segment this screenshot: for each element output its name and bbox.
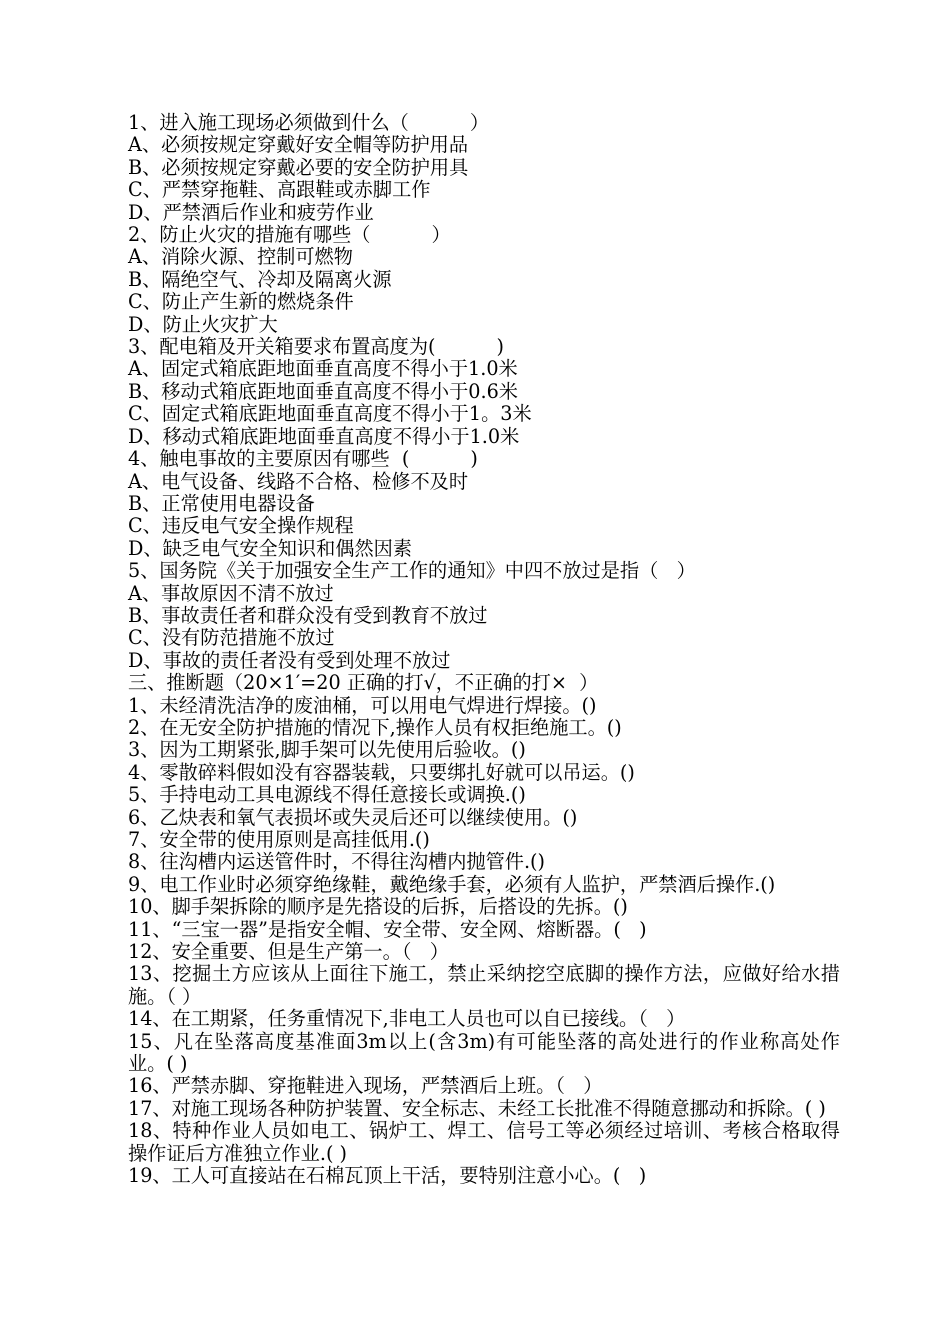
tf-item-19: 19、工人可直接站在石棉瓦顶上干活，要特别注意小心。( ) <box>128 1164 647 1188</box>
question-4-option-d: D、缺乏电气安全知识和偶然因素 <box>128 536 413 560</box>
question-3-option-c: C、固定式箱底距地面垂直高度不得小于1。3米 <box>128 402 532 426</box>
question-5-option-c: C、没有防范措施不放过 <box>128 626 335 650</box>
tf-item-1: 1、未经清洗洁净的废油桶，可以用电气焊进行焊接。() <box>128 693 597 717</box>
tf-item-17: 17、对施工现场各种防护装置、安全标志、未经工长批准不得随意挪动和拆除。( ) <box>128 1096 826 1120</box>
question-5: 5、国务院《关于加强安全生产工作的通知》中四不放过是指（ ） <box>128 559 696 583</box>
question-4-option-a: A、电气设备、线路不合格、检修不及时 <box>128 469 469 493</box>
question-4: 4、触电事故的主要原因有哪些 ( ) <box>128 447 478 471</box>
question-2-option-c: C、防止产生新的燃烧条件 <box>128 290 354 314</box>
section-3-heading: 三、推断题（20×1′=20 正确的打√，不正确的打× ） <box>128 671 599 695</box>
tf-item-18: 18、特种作业人员如电工、锅炉工、焊工、信号工等必须经过培训、考核合格取得操作证后方准独立作业.( ) <box>128 1119 840 1165</box>
question-3-option-b: B、移动式箱底距地面垂直高度不得小于0.6米 <box>128 379 518 403</box>
tf-item-3: 3、因为工期紧张,脚手架可以先使用后验收。() <box>128 738 526 762</box>
tf-item-14: 14、在工期紧，任务重情况下,非电工人员也可以自已接线。（ ） <box>128 1007 686 1031</box>
question-1-option-d: D、严禁酒后作业和疲劳作业 <box>128 200 374 224</box>
question-2-option-a: A、消除火源、控制可燃物 <box>128 245 353 269</box>
question-3-option-d: D、移动式箱底距地面垂直高度不得小于1.0米 <box>128 424 520 448</box>
tf-item-13: 13、挖掘土方应该从上面往下施工，禁止采纳挖空底脚的操作方法，应做好给水措施。（ ） <box>128 962 840 1008</box>
question-5-option-a: A、事故原因不清不放过 <box>128 581 334 605</box>
tf-item-6: 6、乙炔表和氧气表损坏或失灵后还可以继续使用。() <box>128 805 578 829</box>
tf-item-15: 15、凡在坠落高度基准面3m以上(含3m)有可能坠落的高处进行的作业称高处作业。( ) <box>128 1029 840 1076</box>
tf-item-8: 8、往沟槽内运送管件时，不得往沟槽内抛管件.() <box>128 850 546 874</box>
question-2-option-d: D、防止火灾扩大 <box>128 312 278 336</box>
question-2: 2、防止火灾的措施有哪些（ ） <box>128 223 451 247</box>
question-3: 3、配电箱及开关箱要求布置高度为( ) <box>128 335 504 359</box>
tf-item-12: 12、安全重要、但是生产第一。（ ） <box>128 940 449 964</box>
question-5-option-b: B、事故责任者和群众没有受到教育不放过 <box>128 603 488 627</box>
document-page <box>128 112 840 1188</box>
tf-item-5: 5、手持电动工具电源线不得任意接长或调换.() <box>128 783 526 807</box>
question-3-option-a: A、固定式箱底距地面垂直高度不得小于1.0米 <box>128 357 518 381</box>
tf-item-10: 10、脚手架拆除的顺序是先搭设的后拆，后搭设的先拆。() <box>128 895 628 919</box>
question-1-option-c: C、严禁穿拖鞋、高跟鞋或赤脚工作 <box>128 178 431 202</box>
tf-item-11: 11、“三宝一器”是指安全帽、安全带、安全网、熔断器。( ) <box>128 917 647 941</box>
question-1-option-b: B、必须按规定穿戴必要的安全防护用具 <box>128 155 469 179</box>
question-4-option-b: B、正常使用电器设备 <box>128 491 315 515</box>
tf-item-16: 16、严禁赤脚、穿拖鞋进入现场，严禁酒后上班。（ ） <box>128 1074 603 1098</box>
tf-item-7: 7、安全带的使用原则是高挂低用.() <box>128 828 430 851</box>
question-2-option-b: B、隔绝空气、冷却及隔离火源 <box>128 267 392 291</box>
question-4-option-c: C、违反电气安全操作规程 <box>128 514 354 538</box>
tf-item-2: 2、在无安全防护措施的情况下,操作人员有权拒绝施工。() <box>128 715 622 739</box>
tf-item-9: 9、电工作业时必须穿绝缘鞋，戴绝缘手套，必须有人监护，严禁酒后操作.() <box>128 872 776 896</box>
tf-item-4: 4、零散碎料假如没有容器装载，只要绑扎好就可以吊运。() <box>128 760 635 784</box>
question-5-option-d: D、事故的责任者没有受到处理不放过 <box>128 648 451 672</box>
question-1: 1、进入施工现场必须做到什么（ ） <box>128 111 490 134</box>
question-1-option-a: A、必须按规定穿戴好安全帽等防护用品 <box>128 133 469 157</box>
